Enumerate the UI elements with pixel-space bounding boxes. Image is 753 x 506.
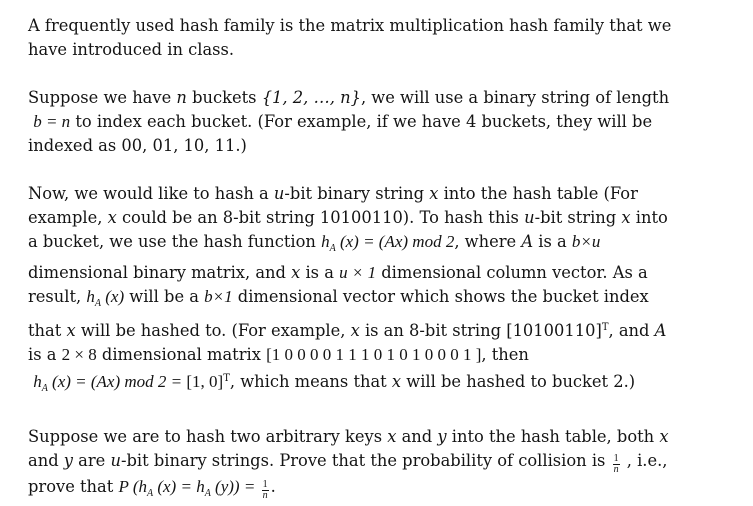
math-collision-probability: P ($h_A$ $(x) = h_A$ (y)) =: [118, 477, 260, 499]
text-line: Suppose we are to hash two arbitrary keys x and y into the hash table, both x: [28, 427, 669, 446]
fraction-one-over-n: $\frac{1}{n}$: [262, 479, 268, 501]
text-line: a bucket, we use the hash function $h_A$ (x) = (Ax) mod 2, where A is a b×u: [28, 232, 601, 254]
text-line: Now, we would like to hash a u-bit binary string x into the hash table (For: [28, 184, 638, 203]
math-hash-result: $h_A$ (x) = (Ax) mod 2 =: [33, 372, 187, 394]
math-b-by-u: b×u: [571, 232, 601, 251]
fraction-one-over-n: $\frac{1}{n}$: [613, 453, 619, 475]
math-example-matrix: [1 0 0 0 0 1 1 1 0 1 0 1 0 0 0 1 ]: [266, 345, 482, 364]
text-line: that x will be hashed to. (For example, x is an 8-bit string $[10100110]^T$, and A: [28, 321, 667, 340]
text-line: example, x could be an 8-bit string 10100110). To hash this u-bit string x into: [28, 208, 668, 227]
paragraph-intro: [28, 14, 735, 62]
text-line: A frequently used hash family is the matrix multiplication hash family that we: [28, 16, 672, 35]
text-line: Suppose we have n buckets {1, 2, …, n}, we will use a binary string of length: [28, 88, 670, 107]
text-line: is a 2 × 8 dimensional matrix [1 0 0 0 0 1 1 1 0 1 0 1 0 0 0 1 ], then: [28, 345, 529, 364]
text-line: have introduced in class.: [28, 40, 235, 59]
text-line: and y are u-bit binary strings. Prove that the probability of collision is $\frac{1}{n}$ , i.e.,: [28, 451, 668, 475]
text-line: result, $h_A$ (x) will be a b×1 dimensional vector which shows the bucket index: [28, 287, 649, 309]
math-hash-def: $h_A$ (x) = (Ax) mod 2: [321, 232, 455, 254]
paragraph-hash-function: [28, 182, 735, 401]
math-b-by-1: b×1: [204, 287, 233, 306]
text-line: dimensional binary matrix, and x is a u × 1 dimensional column vector. As a: [28, 263, 648, 282]
paragraph-buckets: [28, 86, 735, 158]
math-u-by-1: u × 1: [339, 263, 377, 282]
math-2-by-8: 2 × 8: [61, 345, 97, 364]
text-line: b = n to index each bucket. (For example, if we have 4 buckets, they will be: [33, 112, 653, 131]
math-b-equals-n: b = n: [33, 112, 71, 131]
math-bucket-set: {1, 2, …, n}: [261, 88, 361, 107]
text-line: $h_A$ (x) = (Ax) mod 2 = [1, 0]$^T$, which means that x will be hashed to bucket 2.): [33, 372, 636, 394]
text-line: prove that P ($h_A$ $(x) = h_A$ (y)) = $\frac{1}{n}$ .: [28, 477, 276, 501]
text-line: indexed as 00, 01, 10, 11.): [28, 136, 247, 155]
paragraph-collision: [28, 425, 735, 506]
math-hash-x: $h_A$ (x): [86, 287, 125, 309]
math-n: n: [176, 88, 187, 107]
